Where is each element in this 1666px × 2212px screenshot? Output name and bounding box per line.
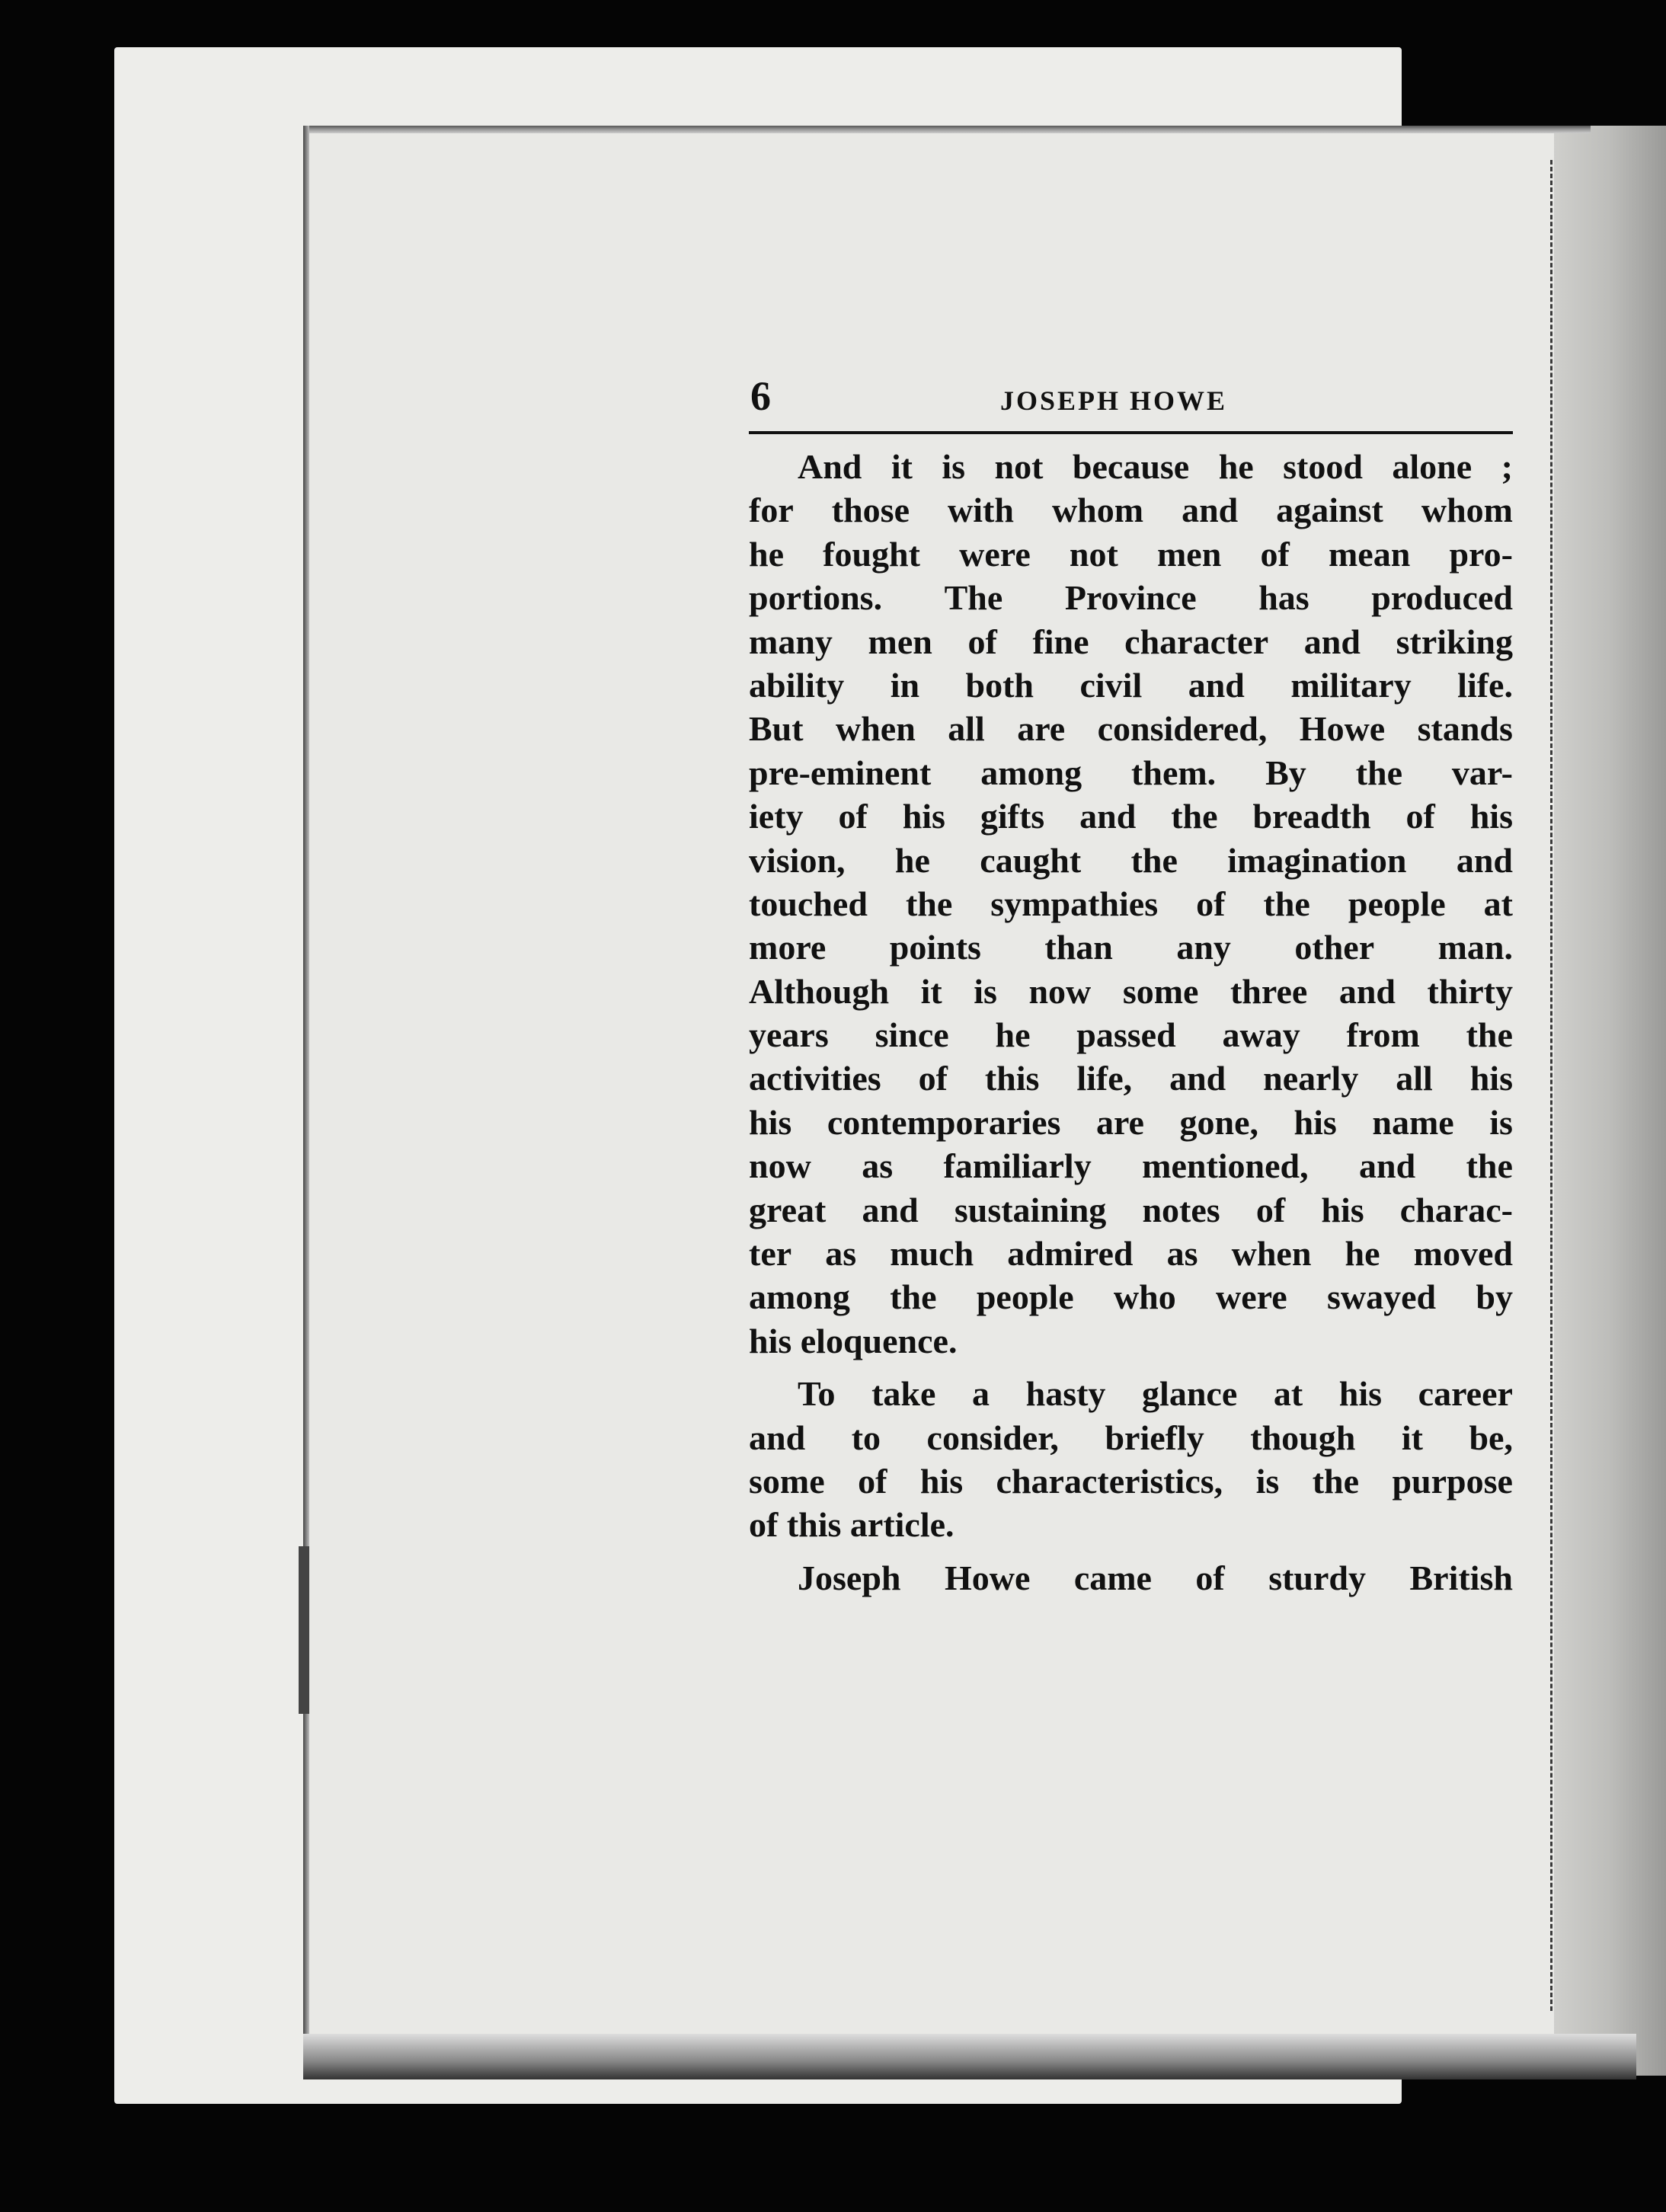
running-title: JOSEPH HOWE <box>1000 385 1228 416</box>
running-head <box>749 373 1513 434</box>
text-line: among the people who were swayed by <box>749 1277 1513 1317</box>
paragraph <box>749 1372 1513 1547</box>
text-line: now as familiarly mentioned, and the <box>749 1146 1513 1186</box>
text-line: iety of his gifts and the breadth of his <box>749 797 1513 836</box>
text-line: and to consider, briefly though it be, <box>749 1418 1513 1457</box>
paragraph <box>749 445 1513 1363</box>
text-line: ter as much admired as when he moved <box>749 1234 1513 1274</box>
text-line: some of his characteristics, is the purpose <box>749 1461 1513 1501</box>
text-line: for those with whom and against whom <box>749 491 1513 530</box>
text-line: To take a hasty glance at his career <box>798 1374 1513 1414</box>
text-line: of this article. <box>749 1505 955 1545</box>
paragraph <box>749 1556 1513 1600</box>
page-bottom-edge <box>303 2034 1636 2079</box>
text-line: touched the sympathies of the people at <box>749 884 1513 923</box>
scan-mark <box>299 1546 309 1714</box>
page-content <box>749 373 1513 1609</box>
page-top-edge <box>303 126 1591 133</box>
body-text <box>749 445 1513 1600</box>
text-line: And it is not because he stood alone ; <box>798 447 1513 486</box>
text-line: ability in both civil and military life. <box>749 665 1513 705</box>
page-number: 6 <box>750 373 771 419</box>
text-line: Although it is now some three and thirty <box>749 971 1513 1011</box>
text-line: years since he passed away from the <box>749 1015 1513 1055</box>
text-line: pre-eminent among them. By the var- <box>749 753 1513 792</box>
text-line: his eloquence. <box>749 1321 958 1360</box>
adjacent-page-edge <box>1554 126 1666 2076</box>
text-line: more points than any other man. <box>749 928 1513 967</box>
torn-edge <box>1550 160 1560 2011</box>
text-line: But when all are considered, Howe stands <box>749 709 1513 749</box>
text-line: Joseph Howe came of sturdy British <box>798 1558 1513 1597</box>
text-line: great and sustaining notes of his charac- <box>749 1190 1513 1229</box>
text-line: his contemporaries are gone, his name is <box>749 1102 1513 1142</box>
text-line: many men of fine character and striking <box>749 622 1513 661</box>
text-line: vision, he caught the imagination and <box>749 840 1513 880</box>
page-left-edge <box>303 126 309 2076</box>
text-line: portions. The Province has produced <box>749 578 1513 618</box>
text-line: activities of this life, and nearly all his <box>749 1059 1513 1098</box>
text-line: he fought were not men of mean pro- <box>749 534 1513 574</box>
